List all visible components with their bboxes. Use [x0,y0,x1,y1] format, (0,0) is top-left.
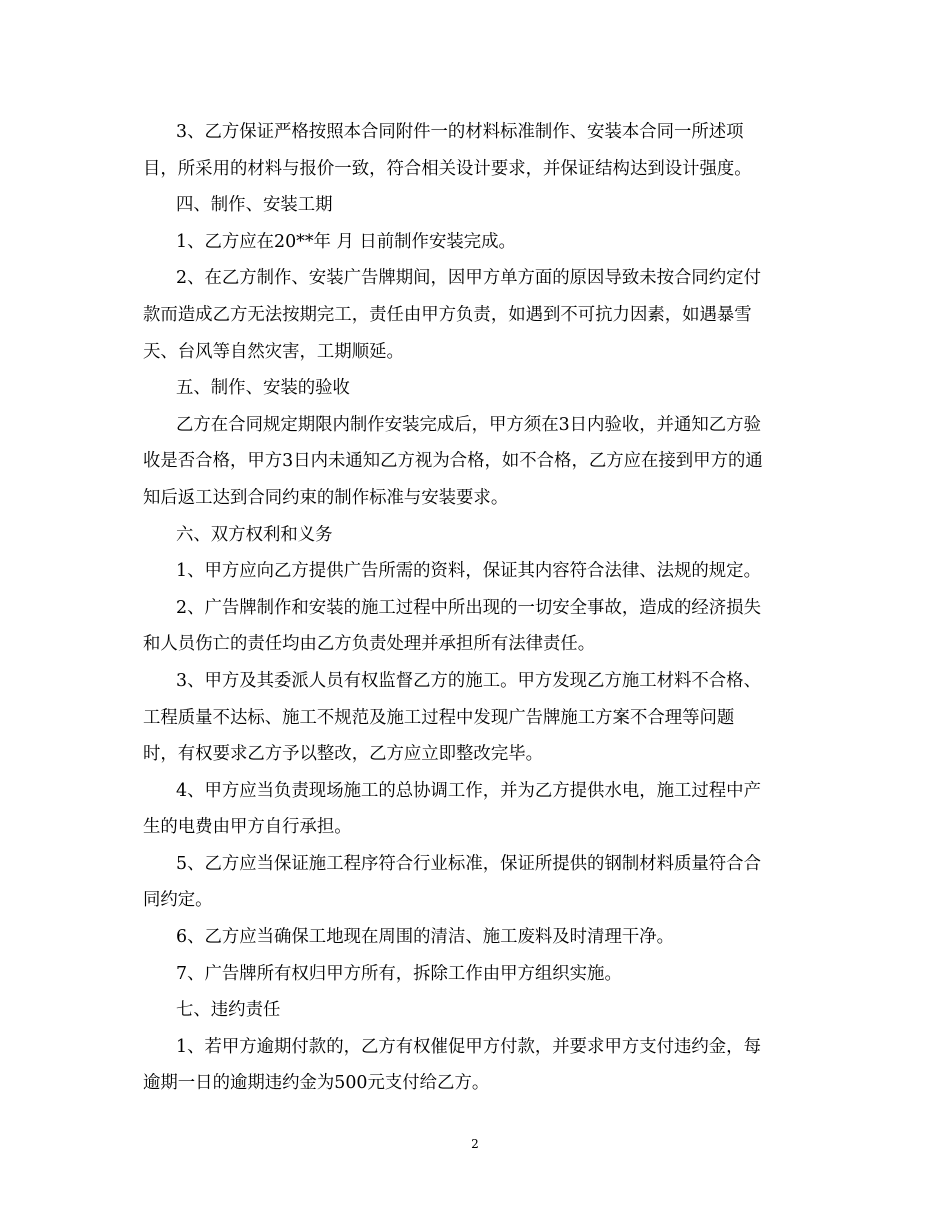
text-line: 2、在乙方制作、安装广告牌期间，因甲方单方面的原因导致未按合同约定付 [176,268,761,289]
text-line: 收是否合格，甲方3日内未通知乙方视为合格，如不合格，乙方应在接到甲方的通 [143,451,763,472]
text-line: 乙方在合同规定期限内制作安装完成后，甲方须在3日内验收，并通知乙方验 [176,414,761,435]
text-line: 6、乙方应当确保工地现在周围的清洁、施工废料及时清理干净。 [176,927,675,948]
text-line: 1、乙方应在20**年 月 日前制作安装完成。 [176,231,516,252]
text-line: 七、违约责任 [176,1000,281,1021]
text-line: 和人员伤亡的责任均由乙方负责处理并承担所有法律责任。 [143,634,596,655]
text-line: 生的电费由甲方自行承担。 [143,817,352,838]
text-line: 四、制作、安装工期 [176,195,333,216]
page-number: 2 [471,1137,479,1151]
text-line: 2、广告牌制作和安装的施工过程中所出现的一切安全事故，造成的经济损失 [176,597,761,618]
text-line: 天、台风等自然灾害，工期顺延。 [143,341,404,362]
text-line: 六、双方权利和义务 [176,524,333,545]
text-line: 3、乙方保证严格按照本合同附件一的材料标准制作、安装本合同一所述项 [176,122,744,142]
text-line: 1、若甲方逾期付款的，乙方有权催促甲方付款，并要求甲方支付违约金，每 [176,1036,761,1057]
text-line: 时，有权要求乙方予以整改，乙方应立即整改完毕。 [143,744,543,765]
text-line: 逾期一日的逾期违约金为500元支付给乙方。 [143,1073,490,1094]
text-line: 知后返工达到合同约束的制作标准与安装要求。 [143,487,509,508]
text-line: 款而造成乙方无法按期完工，责任由甲方负责，如遇到不可抗力因素，如遇暴雪 [143,304,752,325]
text-line: 工程质量不达标、施工不规范及施工过程中发现广告牌施工方案不合理等问题 [143,707,735,728]
text-line: 五、制作、安装的验收 [176,378,350,399]
text-line: 7、广告牌所有权归甲方所有，拆除工作由甲方组织实施。 [176,963,622,984]
text-line: 同约定。 [143,890,213,911]
text-line: 3、甲方及其委派人员有权监督乙方的施工。甲方发现乙方施工材料不合格、 [176,670,761,691]
text-line: 4、甲方应当负责现场施工的总协调工作，并为乙方提供水电，施工过程中产 [176,780,761,801]
document-body [143,114,808,1102]
text-line: 1、甲方应向乙方提供广告所需的资料，保证其内容符合法律、法规的规定。 [176,561,761,582]
text-line: 目，所采用的材料与报价一致，符合相关设计要求，并保证结构达到设计强度。 [143,158,752,179]
text-line: 5、乙方应当保证施工程序符合行业标准，保证所提供的钢制材料质量符合合 [176,853,761,874]
